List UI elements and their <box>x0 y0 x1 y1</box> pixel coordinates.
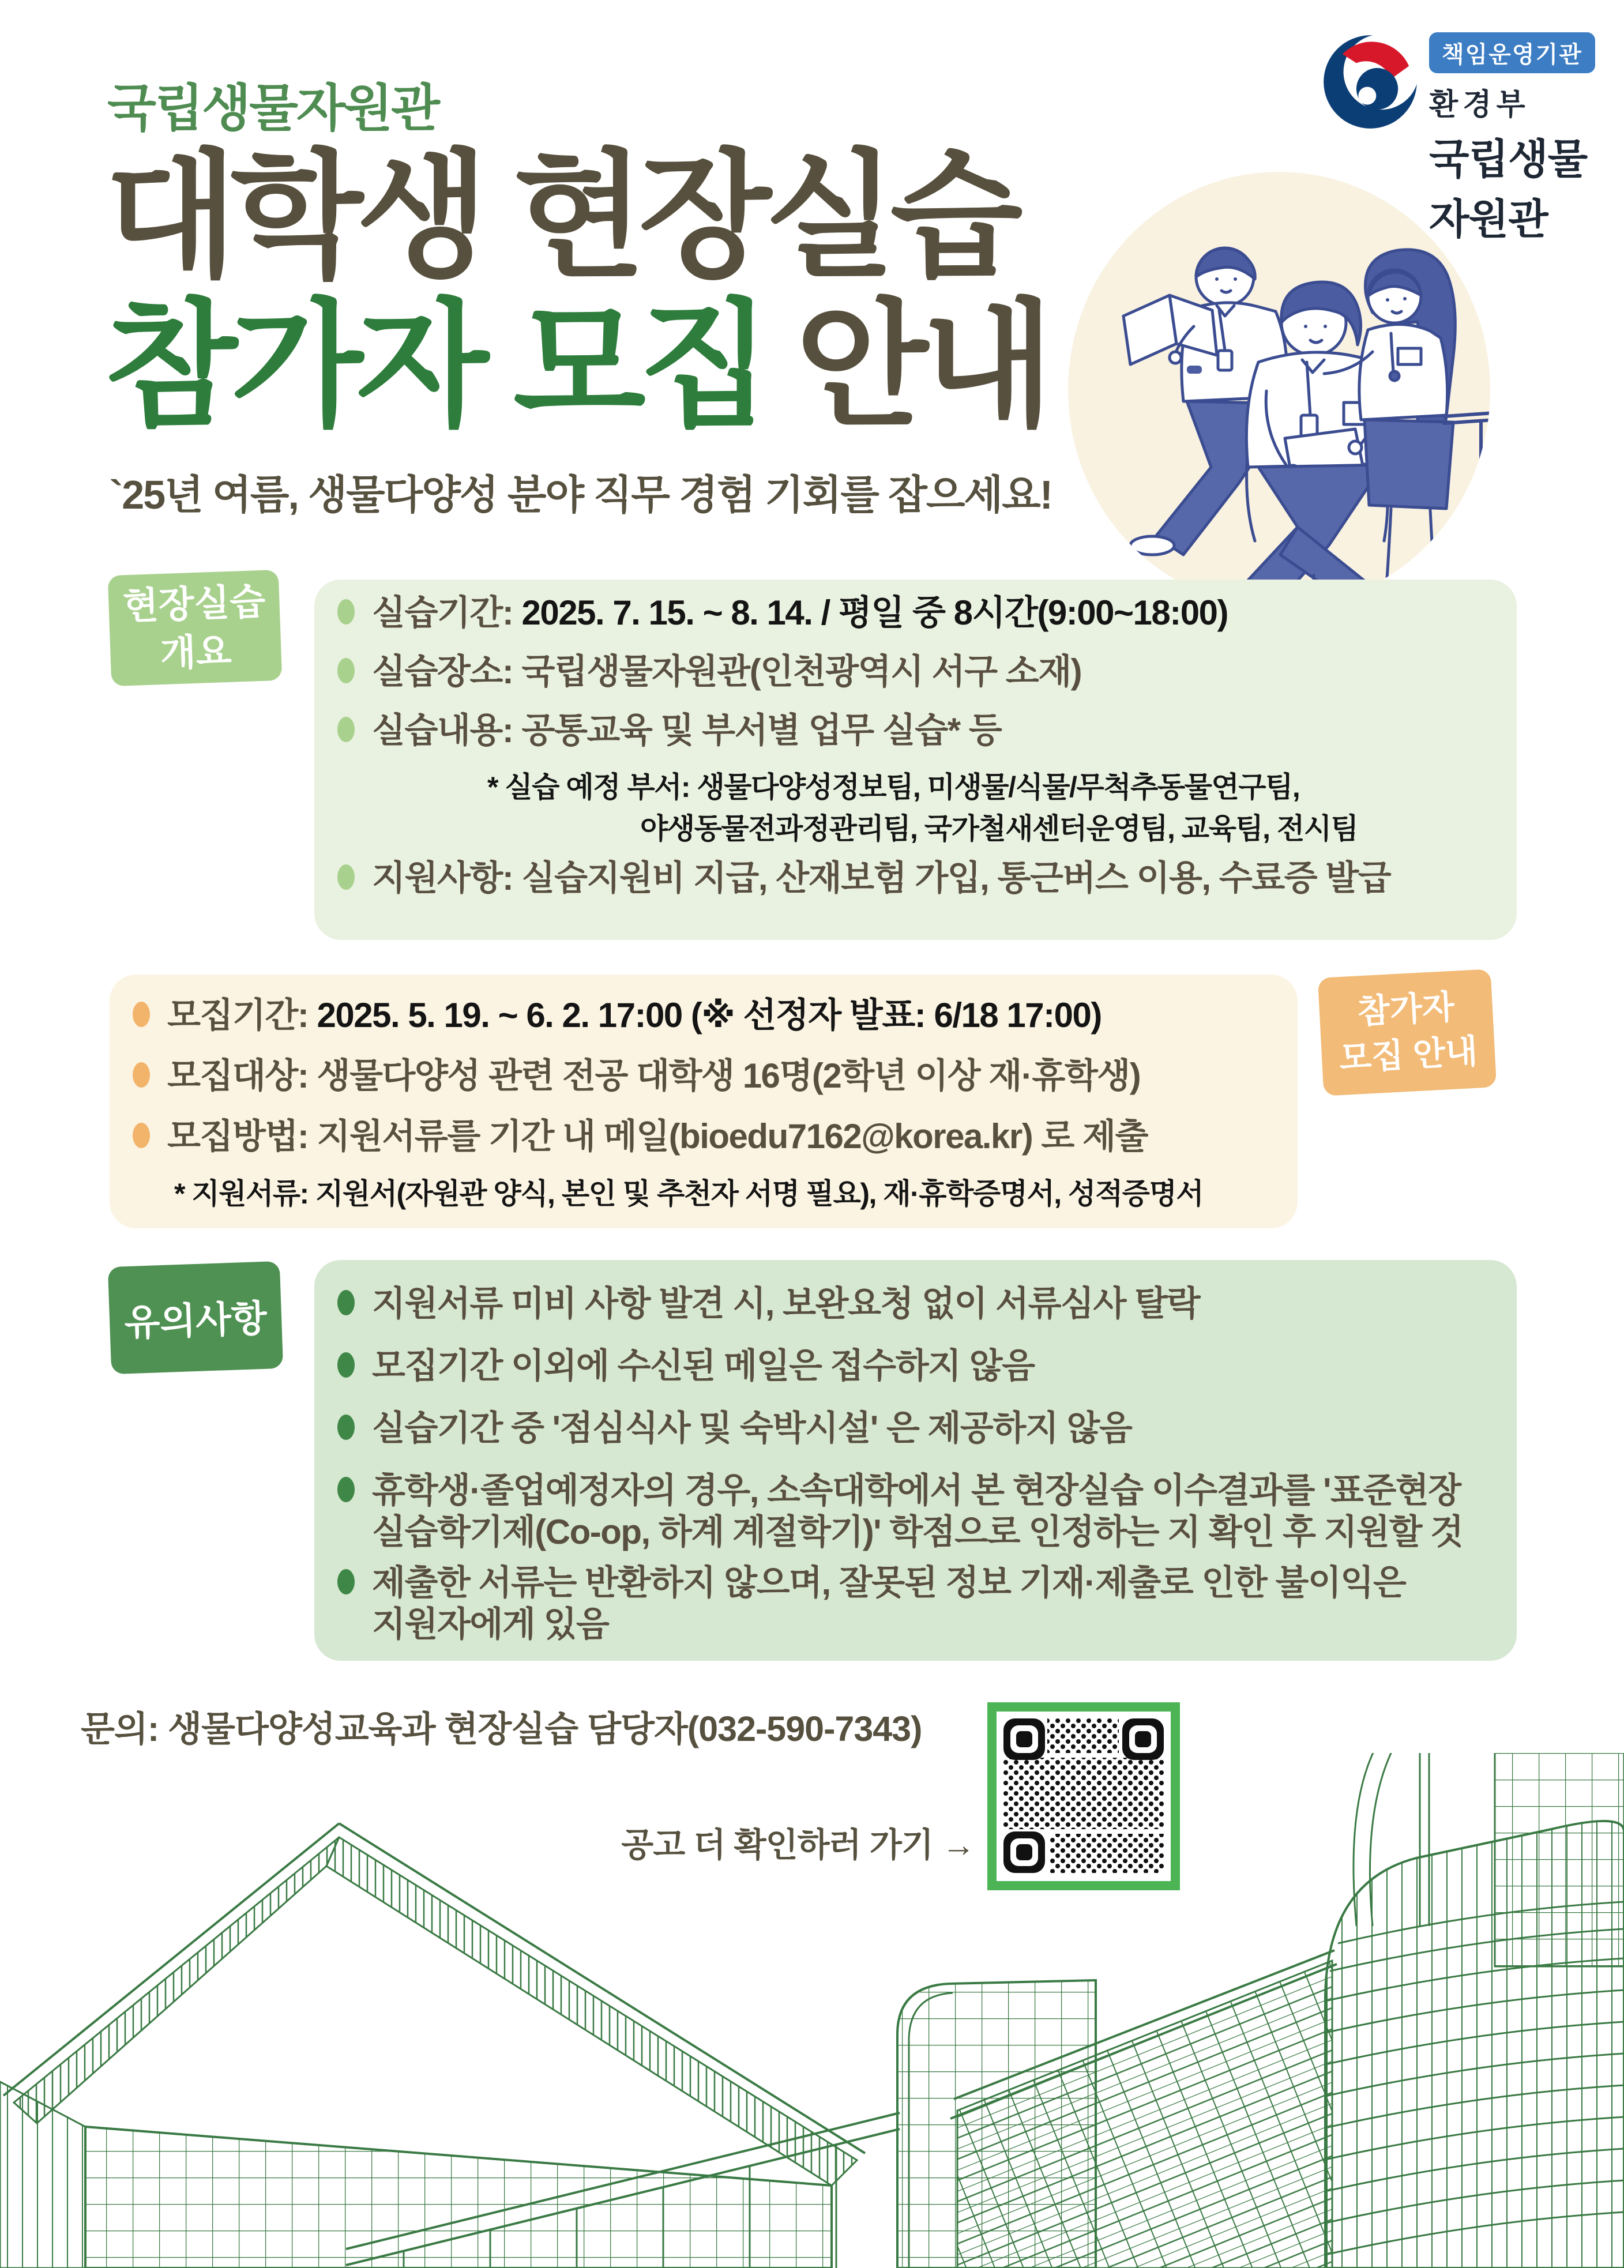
bullet-icon <box>133 1123 150 1148</box>
government-emblem-icon <box>1321 32 1420 131</box>
notice-item-1: 지원서류 미비 사항 발견 시, 보완요청 없이 서류심사 탈락 <box>372 1283 1200 1325</box>
bullet-icon <box>337 599 355 625</box>
bullet-icon <box>337 864 355 890</box>
subtitle: `25년 여름, 생물다양성 분야 직무 경험 기회를 잡으세요! <box>110 472 1052 517</box>
item-training-period: 실습기간: 2025. 7. 15. ~ 8. 14. / 평일 중 8시간(9:00~18:00) <box>372 592 1228 634</box>
notice-item-2: 모집기간 이외에 수신된 메일은 접수하지 않음 <box>372 1345 1035 1387</box>
org-name-top: 국립생물자원관 <box>107 80 439 137</box>
section-recruit-box <box>110 975 1298 1228</box>
item-recruit-target: 모집대상: 생물다양성 관련 전공 대학생 16명(2학년 이상 재·휴학생) <box>167 1055 1140 1097</box>
item-recruit-period: 모집기간: 2025. 5. 19. ~ 6. 2. 17:00 (※ 선정자 발표: 6/18 17:00) <box>167 995 1102 1036</box>
contact-info: 문의: 생물다양성교육과 현장실습 담당자(032-590-7343) <box>81 1709 922 1748</box>
title-line2-green: 참가자 모집 <box>105 289 765 443</box>
notice-item-5: 제출한 서류는 반환하지 않으며, 잘못된 정보 기재·제출로 인한 불이익은 <box>372 1562 1405 1604</box>
notice-item-3: 실습기간 중 '점심식사 및 숙박시설' 은 제공하지 않음 <box>372 1408 1131 1449</box>
note-documents: * 지원서류: 지원서(자원관 양식, 본인 및 추천자 서명 필요), 재·휴학증명서, 성적증명서 <box>174 1178 1204 1210</box>
bullet-icon <box>133 1002 150 1027</box>
note-teams-line1: * 실습 예정 부서: 생물다양성정보팀, 미생물/식물/무척추동물연구팀, <box>487 771 1300 803</box>
note-teams-line2: 야생동물전과정관리팀, 국가철새센터운영팀, 교육팀, 전시팀 <box>640 813 1358 845</box>
notice-item-5-cont: 지원자에게 있음 <box>372 1605 609 1643</box>
logo-responsibility-badge: 책임운영기관 <box>1429 32 1595 73</box>
bullet-icon <box>133 1062 150 1088</box>
title-line2 <box>105 291 1047 441</box>
section-overview-box <box>314 580 1517 940</box>
bullet-icon <box>337 717 355 742</box>
notice-item-4: 휴학생·졸업예정자의 경우, 소속대학에서 본 현장실습 이수결과를 '표준현장 <box>372 1470 1461 1511</box>
logo-ministry: 환경부 <box>1429 88 1530 122</box>
item-recruit-method: 모집방법: 지원서류를 기간 내 메일(bioedu7162@korea.kr) 로 제출 <box>167 1116 1148 1157</box>
title-line2-dark: 안내 <box>764 289 1047 443</box>
students-illustration <box>1068 172 1490 608</box>
section-overview-badge: 현장실습 개요 <box>108 570 283 686</box>
item-training-place: 실습장소: 국립생물자원관(인천광역시 서구 소재) <box>372 651 1081 693</box>
item-support: 지원사항: 실습지원비 지급, 산재보험 가입, 통근버스 이용, 수료증 발급 <box>372 857 1390 899</box>
section-notice-badge: 유의사항 <box>108 1261 283 1374</box>
bullet-icon <box>337 1352 355 1378</box>
building-illustration <box>0 1753 1624 2268</box>
qr-caption: 공고 더 확인하러 가기 → <box>621 1826 975 1864</box>
page-title <box>105 142 1047 441</box>
title-line1: 대학생 현장실습 <box>105 140 1016 293</box>
bullet-icon <box>337 1477 355 1502</box>
notice-item-4-cont: 실습학기제(Co-op, 하계 계절학기)' 학점으로 인정하는 지 확인 후 지원할 것 <box>372 1513 1463 1551</box>
bullet-icon <box>337 1569 355 1594</box>
item-training-content: 실습내용: 공통교육 및 부서별 업무 실습* 등 <box>372 710 1001 751</box>
bullet-icon <box>337 1415 355 1440</box>
section-notice-box <box>314 1260 1517 1661</box>
bullet-icon <box>337 1290 355 1315</box>
logo-org-name: 국립생물자원관 <box>1429 137 1588 243</box>
section-recruit-badge: 참가자 모집 안내 <box>1318 969 1497 1096</box>
bullet-icon <box>337 658 355 683</box>
